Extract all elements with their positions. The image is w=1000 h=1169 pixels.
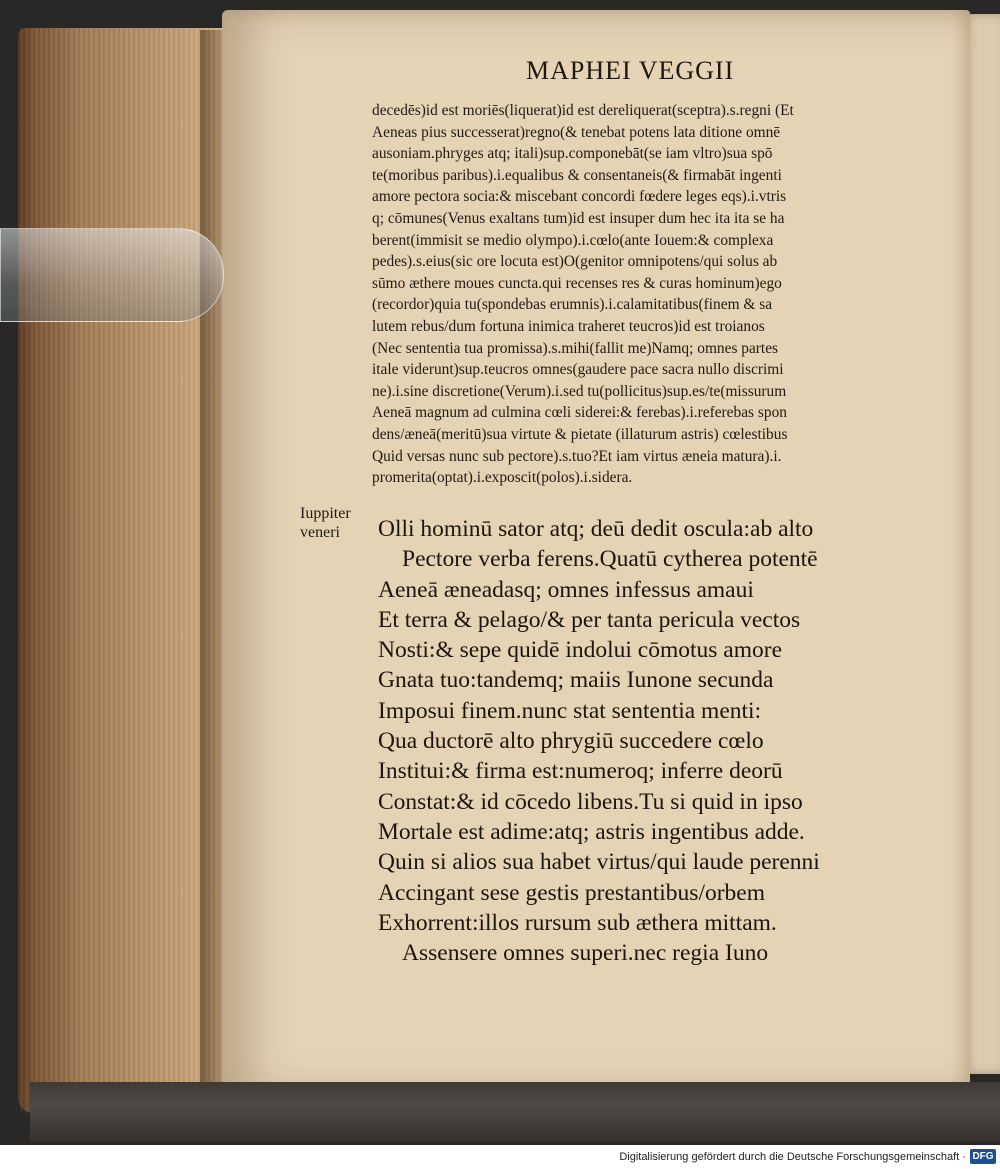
verse-line: Mortale est adime:atq; astris ingentibus adde. [378, 818, 805, 845]
commentary-line: amore pectora socia:& miscebant concordi fœdere leges eqs).i.vtris [372, 188, 787, 206]
commentary-line: (Nec sententia tua promissa).s.mihi(fallit me)Namq; omnes partes [372, 339, 779, 357]
commentary-block [372, 100, 912, 489]
commentary-line: ne).i.sine discretione(Verum).i.sed tu(pollicitus)sup.es/te(missurum [372, 382, 787, 400]
verse-line: Accingant sese gestis prestantibus/orbem [378, 879, 766, 906]
verse-line: Quin si alios sua habet virtus/qui laude perenni [378, 849, 820, 876]
book-cover-bottom [30, 1082, 1000, 1142]
verse-line: Exhorrent:illos rursum sub æthera mittam. [378, 909, 777, 936]
verse-line: Constat:& id cōcedo libens.Tu si quid in ipso [378, 788, 803, 815]
commentary-line: pedes).s.eius(sic ore locuta est)O(genitor omnipotens/qui solus ab [372, 253, 778, 271]
commentary-line: te(moribus paribus).i.equalibus & consentaneis(& firmabāt ingenti [372, 166, 782, 184]
verse-line: Gnata tuo:tandemq; maiis Iunone secunda [378, 667, 774, 694]
commentary-line: sūmo æthere moues cuncta.qui recenses res & curas hominum)ego [372, 274, 782, 292]
commentary-line: (recordor)quia tu(spondebas erumnis).i.calamitatibus(finem & sa [372, 296, 773, 314]
dfg-logo: DFG [970, 1149, 996, 1164]
verse-line: Aeneā æneadasq; omnes infessus amaui [378, 576, 754, 603]
book-fore-edge [18, 28, 228, 1113]
verse-line: Institui:& firma est:numeroq; inferre deorū [378, 758, 783, 785]
commentary-line: lutem rebus/dum fortuna inimica traheret teucros)id est troianos [372, 317, 765, 335]
verse-line: Nosti:& sepe quidē indolui cōmotus amore [378, 637, 783, 664]
footer-credit: Digitalisierung gefördert durch die Deutsche Forschungsgemeinschaft · [619, 1151, 966, 1163]
commentary-line: decedēs)id est moriēs(liquerat)id est dereliquerat(sceptra).s.regni (Et [372, 102, 794, 119]
commentary-line: ausoniam.phryges atq; itali)sup.componebāt(se iam vltro)sua spō [372, 145, 773, 163]
verse-block [378, 514, 898, 968]
verse-line: Qua ductorē alto phrygiū succedere cœlo [378, 728, 764, 755]
verse-line: Olli hominū sator atq; deū dedit oscula:ab alto [378, 516, 814, 542]
commentary-line: dens/æneā(meritū)sua virtute & pietate (illaturum astris) cœlestibus [372, 425, 788, 443]
commentary-line: Aeneas pius successerat)regno(& tenebat potens lata ditione omnē [372, 123, 781, 141]
commentary-line: Aeneā magnum ad culmina cœli siderei:& ferebas).i.referebas spon [372, 404, 787, 422]
verse-line: Pectore verba ferens.Quatū cytherea potentē [402, 546, 818, 573]
commentary-line: q; cōmunes(Venus exaltans tum)id est insuper dum hec ita ita se ha [372, 209, 785, 227]
commentary-line: itale viderunt)sup.teucros omnes(gaudere pace sacra nullo discrimi [372, 361, 784, 379]
verse-line: Imposui finem.nunc stat sententia menti: [378, 697, 762, 724]
verse-line: Assensere omnes superi.nec regia Iuno [402, 940, 769, 967]
margin-note-line: Iuppiter [300, 505, 351, 522]
commentary-line: berent(immisit se medio olympo).i.cœlo(ante Iouem:& complexa [372, 231, 774, 249]
commentary-line: promerita(optat).i.exposcit(polos).i.sidera. [372, 469, 633, 487]
margin-note [300, 504, 374, 542]
page-clip [0, 228, 224, 322]
margin-note-line: veneri [300, 524, 340, 541]
commentary-line: Quid versas nunc sub pectore).s.tuo?Et iam virtus æneia matura).i. [372, 447, 782, 465]
verse-line: Et terra & pelago/& per tanta pericula vectos [378, 606, 801, 633]
running-head: MAPHEI VEGGII [526, 56, 735, 85]
